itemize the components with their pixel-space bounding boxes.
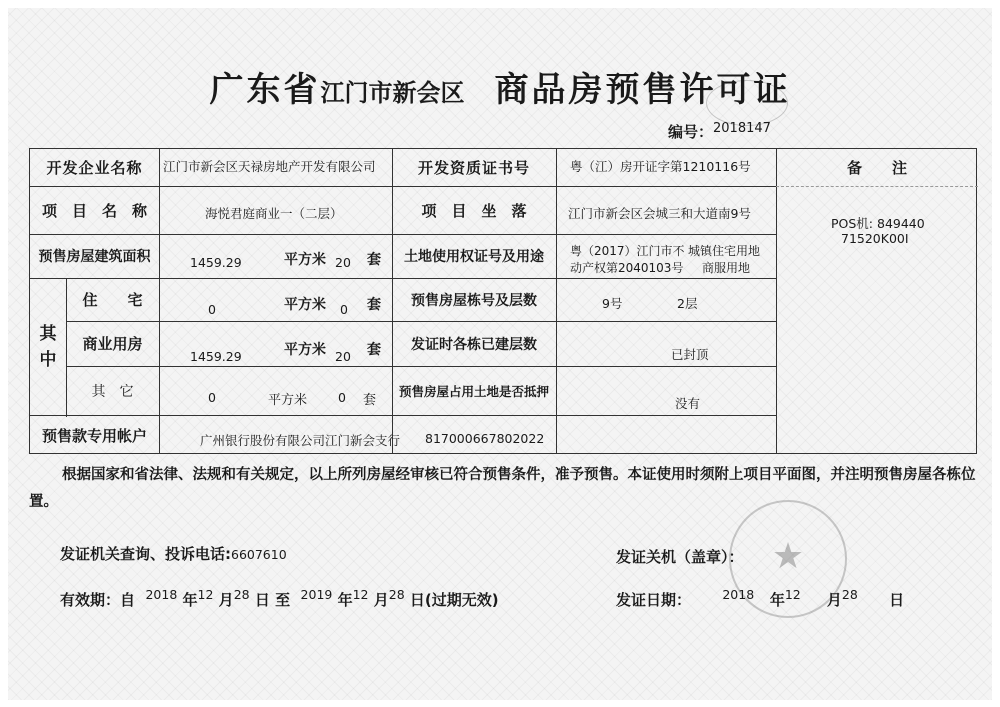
land-label: 土地使用权证号及用途: [404, 249, 544, 265]
title-cert-name: 商品房预售许可证: [494, 70, 791, 110]
residential-area: 0: [208, 302, 216, 317]
building-number: 9号: [602, 296, 623, 311]
phone-value: 6607610: [231, 547, 287, 562]
serial-value: 2018147: [713, 121, 771, 136]
remarks-value-1: POS机: 849440: [831, 216, 925, 231]
account-label: 预售款专用帐户: [41, 426, 147, 445]
valid-from-month: 12: [197, 587, 214, 602]
land-use-2: 商服用地: [702, 261, 751, 275]
residential-count: 0: [340, 302, 348, 317]
validity-line: 有效期：自 $^{2018}$ 年$^{12}$ 月$^{28}$ 日 至 $^{2019}$ 年$^{12}$ 月$^{28}$ 日(过期无效): [60, 587, 499, 609]
location-value: 江门市新会区会城三和大道南9号: [568, 206, 751, 221]
valid-to-day: 28: [388, 587, 405, 602]
area-value: 1459.29: [190, 255, 242, 270]
certificate-title: [0, 62, 1000, 111]
qualification-value: 粤（江）房开证字第1210116号: [570, 159, 751, 174]
issue-year: 2018: [722, 587, 755, 602]
commercial-count: 20: [335, 349, 351, 364]
commercial-set-unit: 套: [367, 342, 381, 358]
remarks-value-2: 71520K00I: [841, 231, 909, 246]
other-set-unit: 套: [363, 393, 377, 408]
building-floors: 2层: [677, 296, 698, 311]
location-label: 项 目 坐 落: [421, 201, 527, 220]
expired-note: (过期无效): [424, 591, 499, 609]
other-count: 0: [338, 390, 346, 405]
commercial-label: 商业用房: [82, 335, 143, 353]
seal-star-icon: ★: [771, 536, 805, 577]
commercial-unit: 平方米: [284, 342, 326, 358]
account-number: 817000667802022: [425, 431, 545, 446]
land-value-1: 粤（2017）江门市不: [570, 244, 685, 258]
issue-day: 28: [841, 587, 858, 602]
qualification-label: 开发资质证书号: [417, 159, 530, 177]
valid-to-month: 12: [352, 587, 369, 602]
serial-number: [668, 121, 771, 142]
title-city: 江门市新会区: [320, 79, 465, 107]
land-value-2: 动产权第2040103号: [570, 261, 684, 275]
remarks-label: 备 注: [846, 159, 907, 177]
commercial-area: 1459.29: [190, 349, 242, 364]
valid-from-day: 28: [233, 587, 250, 602]
developer-label: 开发企业名称: [46, 159, 143, 177]
area-unit: 平方米: [284, 252, 326, 268]
other-label: 其 它: [91, 383, 134, 400]
residential-unit: 平方米: [284, 297, 326, 313]
issue-month: 12: [784, 587, 801, 602]
other-unit: 平方米: [268, 393, 308, 408]
residential-set-unit: 套: [367, 297, 381, 313]
account-bank: 广州银行股份有限公司江门新会支行: [200, 433, 401, 448]
issue-date-line: 发证日期： $^{2018}$ 年$^{12}$ 月$^{28}$ 日: [616, 587, 905, 609]
project-label: 项 目 名 称: [41, 201, 147, 220]
issuer-label: 发证关机（盖章）：: [616, 548, 744, 566]
area-set-unit: 套: [367, 252, 381, 268]
building-label: 预售房屋栋号及层数: [411, 292, 537, 309]
mortgage-value: 没有: [675, 396, 701, 411]
built-label: 发证时各栋已建层数: [411, 336, 537, 353]
developer-value: 江门市新会区天禄房地产开发有限公司: [163, 159, 376, 174]
land-use-1: 城镇住宅用地: [688, 244, 761, 258]
area-count: 20: [335, 255, 351, 270]
other-area: 0: [208, 390, 216, 405]
residential-label: 住 宅: [82, 291, 143, 309]
certificate-table: [29, 148, 977, 454]
title-province: 广东省: [209, 70, 321, 110]
valid-from-year: 2018: [145, 587, 178, 602]
built-value: 已封顶: [671, 347, 709, 362]
among-label: 其 中: [39, 323, 57, 370]
serial-label: 编号：: [668, 123, 714, 141]
project-value: 海悦君庭商业一（二层）: [205, 206, 343, 221]
phone-label: 发证机关查询、投诉电话:: [60, 545, 231, 563]
phone-line: [60, 543, 287, 564]
legal-statement: 根据国家和省法律、法规和有关规定，以上所列房屋经审核已符合预售条件，准予预售。本证使用时须附上项目平面图，并注明预售房屋各栋位置。: [29, 467, 976, 510]
mortgage-label: 预售房屋占用土地是否抵押: [398, 383, 549, 399]
area-label: 预售房屋建筑面积: [38, 249, 151, 265]
valid-to-year: 2019: [300, 587, 333, 602]
